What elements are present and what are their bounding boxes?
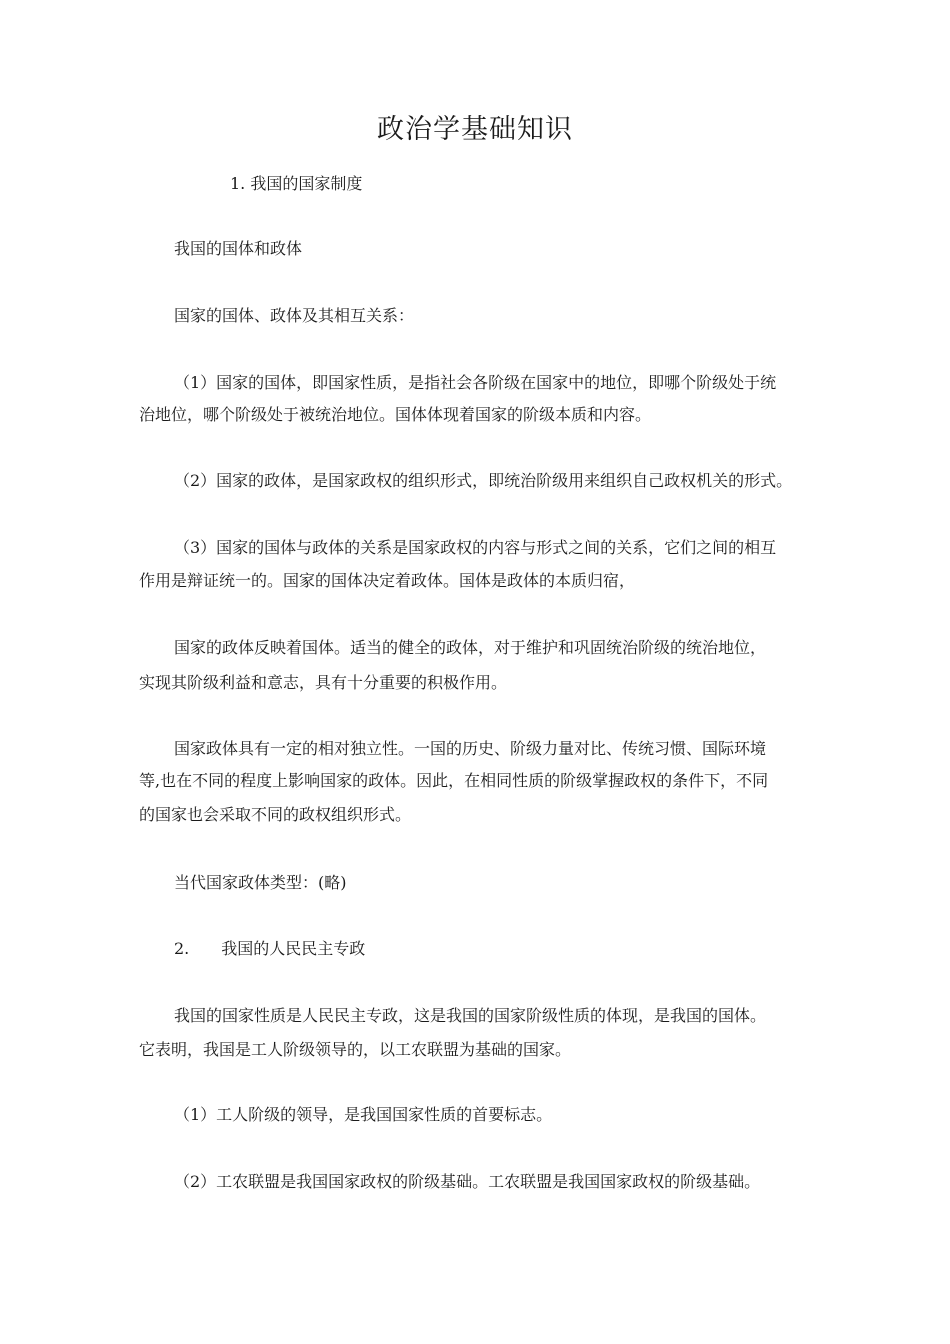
paragraph-line: （2）工农联盟是我国国家政权的阶级基础。工农联盟是我国国家政权的阶级基础。 [174, 1172, 761, 1191]
paragraph-line: 国家的国体、政体及其相互关系： [174, 306, 415, 325]
paragraph-line: 我国的国家性质是人民民主专政，这是我国的国家阶级性质的体现，是我国的国体。 [174, 1006, 767, 1025]
paragraph-line: 作用是辩证统一的。国家的国体决定着政体。国体是政体的本质归宿， [139, 571, 636, 590]
paragraph-line: 的国家也会采取不同的政权组织形式。 [139, 805, 412, 824]
paragraph-line: （2）国家的政体，是国家政权的组织形式，即统治阶级用来组织自己政权机关的形式。 [174, 471, 793, 490]
paragraph-line: 当代国家政体类型：(略) [174, 873, 347, 892]
document-title: 政治学基础知识 [377, 114, 573, 145]
paragraph-line: 等,也在不同的程度上影响国家的政体。因此，在相同性质的阶级掌握政权的条件下，不同 [139, 771, 769, 790]
paragraph-line: （1）工人阶级的领导，是我国国家性质的首要标志。 [174, 1105, 553, 1124]
paragraph-line: 实现其阶级利益和意志，具有十分重要的积极作用。 [139, 673, 508, 692]
paragraph-line: 国家的政体反映着国体。适当的健全的政体，对于维护和巩固统治阶级的统治地位， [174, 638, 767, 657]
paragraph-line: 它表明，我国是工人阶级领导的，以工农联盟为基础的国家。 [139, 1040, 572, 1059]
subheading-guoti-zhengti: 我国的国体和政体 [174, 239, 303, 258]
section-heading-1: 1. 我国的国家制度 [230, 174, 363, 193]
section-heading-2: 2. 我国的人民民主专政 [174, 939, 366, 958]
paragraph-line: （3）国家的国体与政体的关系是国家政权的内容与形式之间的关系，它们之间的相互 [174, 538, 777, 557]
paragraph-line: （1）国家的国体，即国家性质，是指社会各阶级在国家中的地位，即哪个阶级处于统 [174, 373, 777, 392]
paragraph-line: 治地位，哪个阶级处于被统治地位。国体体现着国家的阶级本质和内容。 [139, 405, 652, 424]
paragraph-line: 国家政体具有一定的相对独立性。一国的历史、阶级力量对比、传统习惯、国际环境 [174, 739, 767, 758]
